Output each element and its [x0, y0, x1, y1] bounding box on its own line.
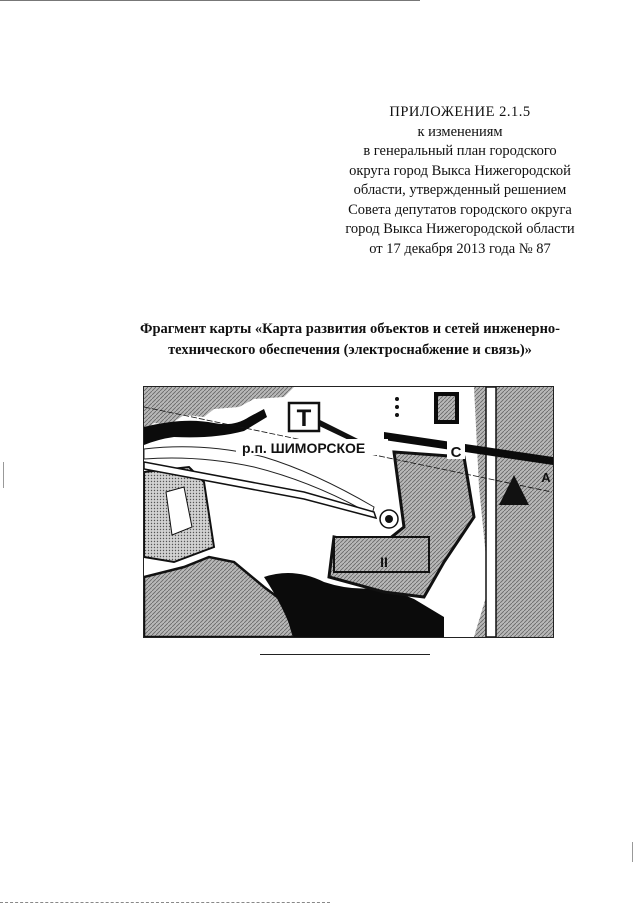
- map-zone-mark: II: [380, 554, 388, 570]
- map-dot-marker: [395, 405, 399, 409]
- map-dot-marker: [395, 397, 399, 401]
- map-road-vertical: [486, 387, 496, 637]
- map-symbol-c: С: [450, 444, 462, 461]
- appendix-line: к изменениям: [417, 123, 503, 140]
- appendix-line: Совета депутатов городского округа: [348, 201, 572, 218]
- appendix-date: от 17 декабря 2013 года № 87: [369, 240, 551, 257]
- appendix-line: области, утвержденный решением: [353, 182, 567, 198]
- map-title-line: Фрагмент карты «Карта развития объектов и сетей инженерно-: [139, 321, 561, 337]
- scan-edge-top: [0, 0, 420, 1]
- map-substation-core: [385, 515, 393, 523]
- map-image: [144, 387, 553, 637]
- divider-line: [260, 654, 430, 655]
- map-symbol-t: Т: [296, 405, 312, 432]
- map-title-line: технического обеспечения (электроснабжение и связь)»: [168, 342, 532, 358]
- map-industrial-zone: [329, 452, 474, 597]
- map-settlement-label: р.п. ШИМОРСКОЕ: [242, 440, 366, 456]
- map-title: [110, 319, 590, 361]
- scan-mark-right: [632, 842, 633, 862]
- map-dot-marker: [395, 413, 399, 417]
- map-symbol-a: А: [541, 470, 551, 485]
- appendix-line: в генеральный план городского: [363, 143, 557, 159]
- appendix-number: ПРИЛОЖЕНИЕ 2.1.5: [389, 104, 531, 120]
- map-building-inner: [438, 396, 455, 420]
- scan-mark-left: [3, 462, 4, 488]
- scan-edge-bottom: [0, 902, 330, 904]
- appendix-line: город Выкса Нижегородской области: [345, 221, 575, 237]
- map-zone-bottom-left: [144, 557, 294, 637]
- appendix-heading: [320, 103, 600, 259]
- map-fragment: [143, 386, 554, 638]
- appendix-line: округа город Выкса Нижегородской: [349, 162, 571, 179]
